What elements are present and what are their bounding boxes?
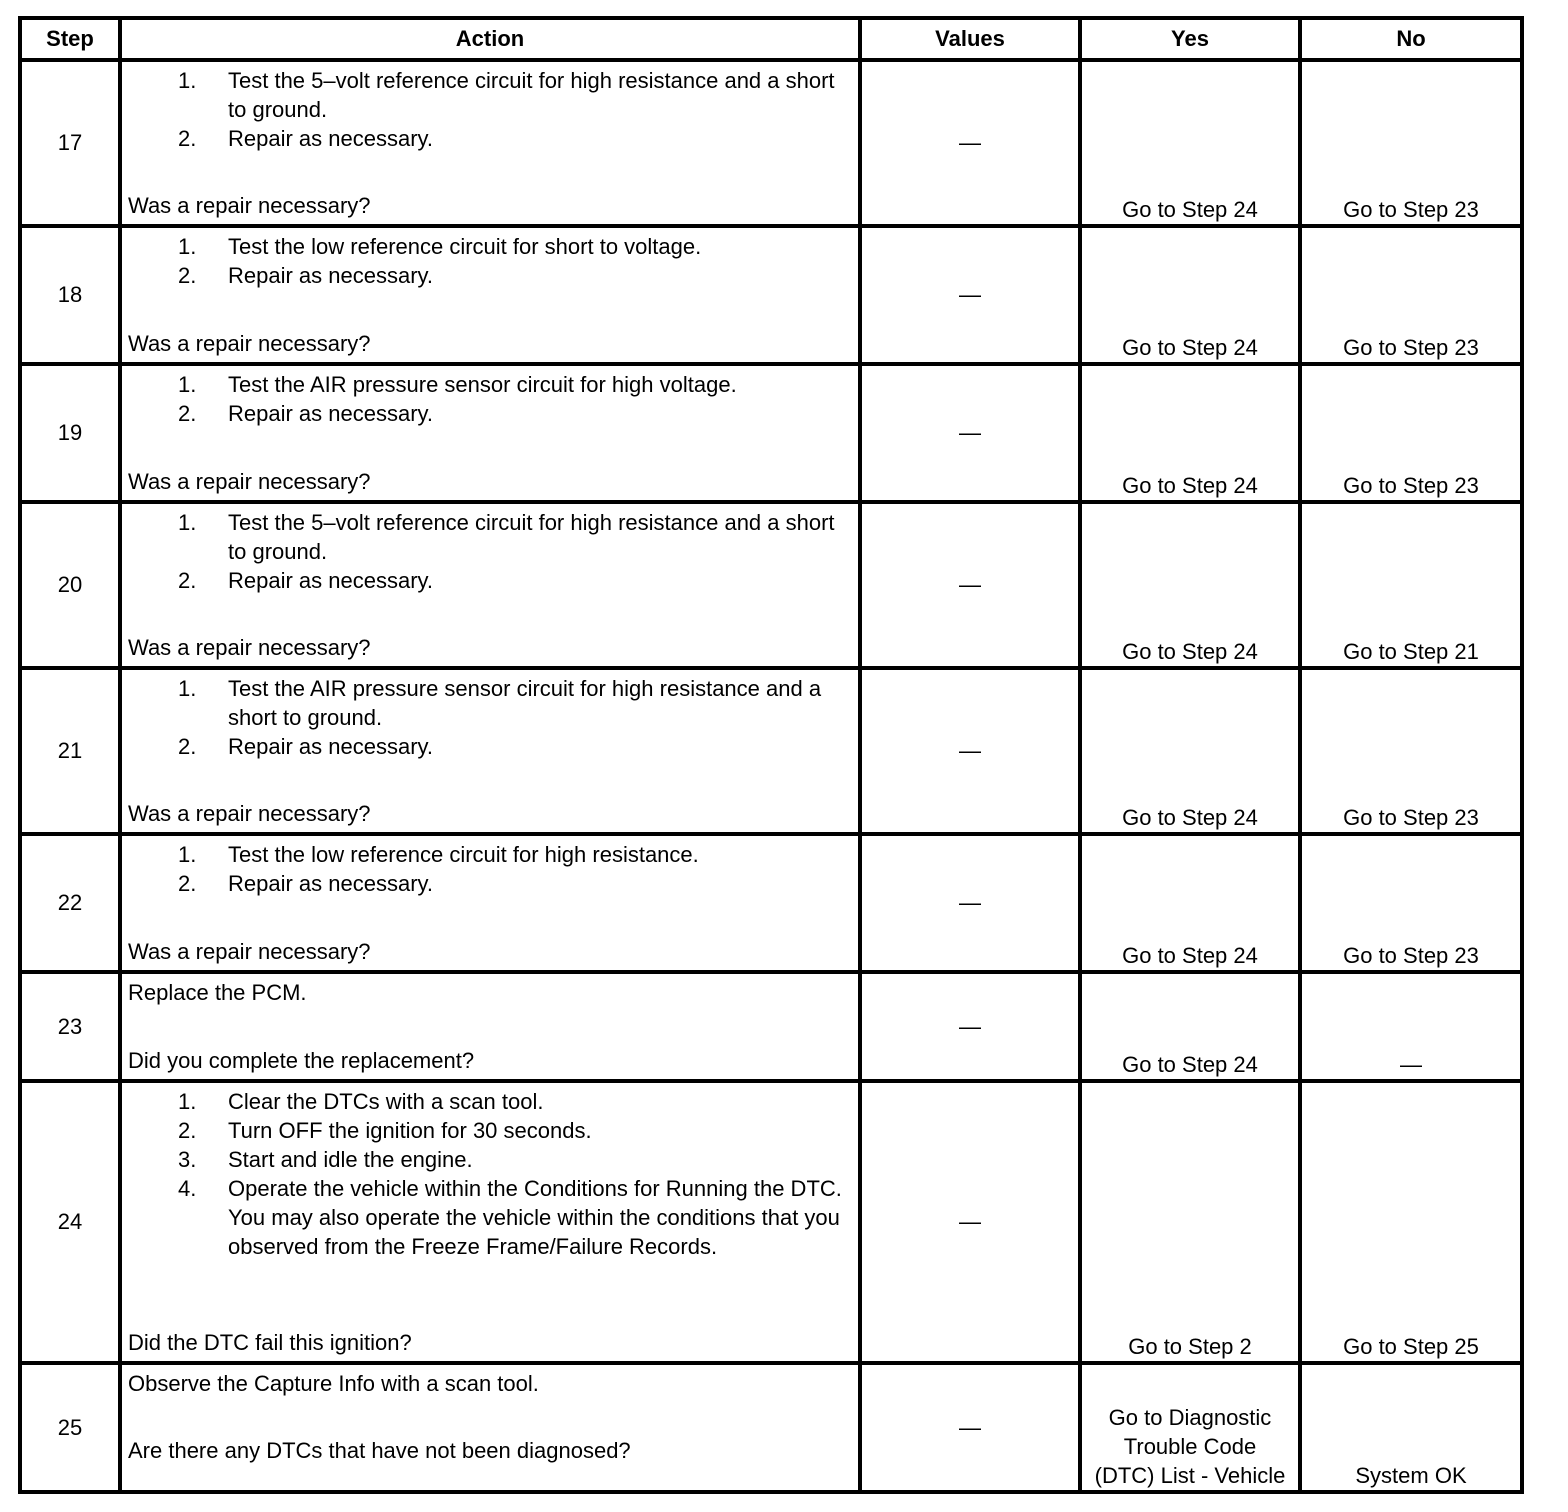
action-steps xyxy=(122,836,858,898)
no-result: Go to Step 21 xyxy=(1300,502,1522,668)
action-step: 2. Repair as necessary. xyxy=(178,263,434,288)
action-step: 2. Repair as necessary. xyxy=(178,568,434,593)
table-row xyxy=(20,668,1522,834)
step-number: 24 xyxy=(20,1081,120,1363)
yes-result: Go to Step 24 xyxy=(1080,668,1300,834)
action-question: Was a repair necessary? xyxy=(128,801,371,826)
no-result: Go to Step 23 xyxy=(1300,668,1522,834)
action-step: 4. Operate the vehicle within the Conditions for Running the DTC. You may also operate the vehicle within the conditions that you observed from the Freeze Frame/Failure Records. xyxy=(178,1176,842,1259)
action-cell xyxy=(120,668,860,834)
action-step: 2. Repair as necessary. xyxy=(178,734,434,759)
no-result: System OK xyxy=(1300,1363,1522,1492)
action-cell xyxy=(120,1363,860,1492)
action-steps xyxy=(122,62,858,153)
yes-result: Go to Step 24 xyxy=(1080,834,1300,972)
table-row xyxy=(20,834,1522,972)
action-steps xyxy=(122,1083,858,1261)
action-question: Was a repair necessary? xyxy=(128,331,371,356)
header-action: Action xyxy=(120,18,860,60)
table-row xyxy=(20,1081,1522,1363)
action-question: Are there any DTCs that have not been diagnosed? xyxy=(128,1438,631,1463)
header-step: Step xyxy=(20,18,120,60)
no-result: Go to Step 25 xyxy=(1300,1081,1522,1363)
table-row xyxy=(20,364,1522,502)
no-result: — xyxy=(1300,972,1522,1081)
step-number: 22 xyxy=(20,834,120,972)
table-row xyxy=(20,502,1522,668)
action-cell xyxy=(120,226,860,364)
action-question: Was a repair necessary? xyxy=(128,193,371,218)
action-step: 1. Test the low reference circuit for short to voltage. xyxy=(178,234,702,259)
values-cell: — xyxy=(860,364,1080,502)
header-yes: Yes xyxy=(1080,18,1300,60)
table-row xyxy=(20,1363,1522,1492)
action-cell xyxy=(120,1081,860,1363)
action-instruction: Observe the Capture Info with a scan tool. xyxy=(128,1371,539,1396)
step-number: 17 xyxy=(20,60,120,226)
values-cell: — xyxy=(860,226,1080,364)
header-values: Values xyxy=(860,18,1080,60)
yes-result: Go to Step 2 xyxy=(1080,1081,1300,1363)
action-step: 1. Test the 5–volt reference circuit for high resistance and a short to ground. xyxy=(178,68,835,122)
no-result: Go to Step 23 xyxy=(1300,226,1522,364)
yes-result: Go to Diagnostic Trouble Code (DTC) List - Vehicle xyxy=(1080,1363,1300,1492)
action-cell xyxy=(120,834,860,972)
action-step: 2. Repair as necessary. xyxy=(178,871,434,896)
diagnostic-table xyxy=(18,16,1524,1494)
action-question: Did the DTC fail this ignition? xyxy=(128,1330,412,1355)
action-cell xyxy=(120,972,860,1081)
values-cell: — xyxy=(860,834,1080,972)
action-step: 3. Start and idle the engine. xyxy=(178,1147,473,1172)
header-row xyxy=(20,18,1522,60)
action-step: 2. Turn OFF the ignition for 30 seconds. xyxy=(178,1118,592,1143)
values-cell: — xyxy=(860,972,1080,1081)
no-result: Go to Step 23 xyxy=(1300,834,1522,972)
table-row xyxy=(20,972,1522,1081)
action-steps xyxy=(122,504,858,595)
action-step: 1. Test the low reference circuit for high resistance. xyxy=(178,842,699,867)
step-number: 25 xyxy=(20,1363,120,1492)
action-step: 1. Clear the DTCs with a scan tool. xyxy=(178,1089,544,1114)
yes-result: Go to Step 24 xyxy=(1080,226,1300,364)
header-no: No xyxy=(1300,18,1522,60)
action-steps xyxy=(122,366,858,428)
values-cell: — xyxy=(860,502,1080,668)
table-row xyxy=(20,226,1522,364)
action-question: Was a repair necessary? xyxy=(128,635,371,660)
action-cell xyxy=(120,364,860,502)
step-number: 19 xyxy=(20,364,120,502)
yes-result: Go to Step 24 xyxy=(1080,60,1300,226)
step-number: 20 xyxy=(20,502,120,668)
table-row xyxy=(20,60,1522,226)
yes-result: Go to Step 24 xyxy=(1080,972,1300,1081)
action-question: Did you complete the replacement? xyxy=(128,1048,475,1073)
action-question: Was a repair necessary? xyxy=(128,469,371,494)
values-cell: — xyxy=(860,668,1080,834)
action-step: 2. Repair as necessary. xyxy=(178,126,434,151)
step-number: 21 xyxy=(20,668,120,834)
action-cell xyxy=(120,60,860,226)
action-cell xyxy=(120,502,860,668)
action-question: Was a repair necessary? xyxy=(128,939,371,964)
action-instruction: Replace the PCM. xyxy=(128,980,307,1005)
no-result: Go to Step 23 xyxy=(1300,364,1522,502)
values-cell: — xyxy=(860,1081,1080,1363)
values-cell: — xyxy=(860,60,1080,226)
step-number: 18 xyxy=(20,226,120,364)
action-steps xyxy=(122,670,858,761)
action-step: 2. Repair as necessary. xyxy=(178,401,434,426)
no-result: Go to Step 23 xyxy=(1300,60,1522,226)
yes-result: Go to Step 24 xyxy=(1080,502,1300,668)
action-step: 1. Test the AIR pressure sensor circuit for high resistance and a short to ground. xyxy=(178,676,822,730)
values-cell: — xyxy=(860,1363,1080,1492)
step-number: 23 xyxy=(20,972,120,1081)
action-step: 1. Test the 5–volt reference circuit for high resistance and a short to ground. xyxy=(178,510,835,564)
action-steps xyxy=(122,228,858,290)
action-step: 1. Test the AIR pressure sensor circuit for high voltage. xyxy=(178,372,737,397)
yes-result: Go to Step 24 xyxy=(1080,364,1300,502)
